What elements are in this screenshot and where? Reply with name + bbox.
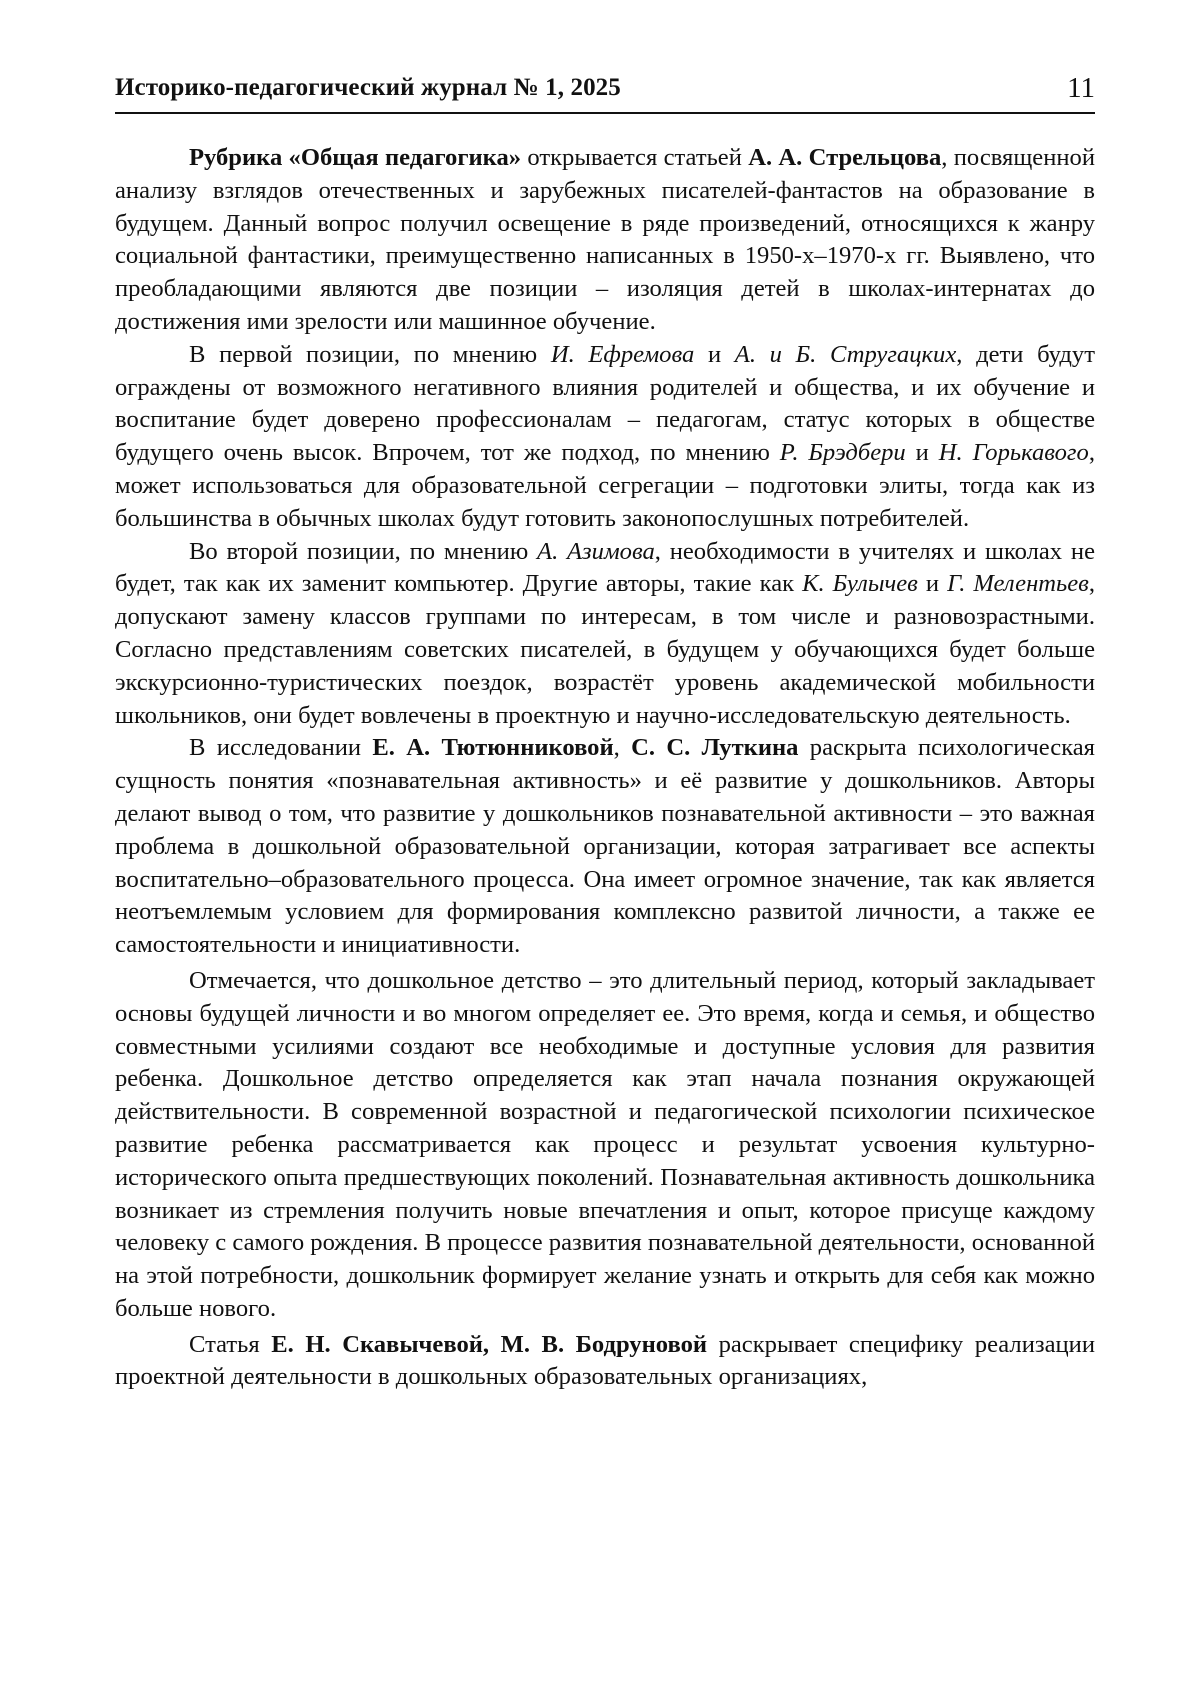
text-run: , необходимости в учителях и школах не будет, так как их заменит компьютер. Другие авторы, такие как	[115, 537, 1096, 598]
text-run: и	[905, 439, 939, 467]
text-run: В исследовании	[189, 734, 373, 762]
author-name: А. А. Стрельцова	[748, 144, 942, 171]
journal-title: Историко-педагогический журнал № 1, 2025	[115, 74, 621, 101]
text-run: ,	[613, 734, 632, 762]
text-run: Во второй позиции, по мнению	[189, 537, 538, 565]
paragraph-1	[115, 142, 1095, 339]
cited-writer: И. Ефремова	[550, 340, 695, 368]
text-run: , может использоваться для образовательной сегрегации – подготовки элиты, тогда как из большинства в обычных школах будут готовить законопослушных потребителей.	[115, 439, 1095, 532]
cited-writer: Н. Горькавого	[938, 439, 1089, 467]
text-run: открывается статьей	[521, 144, 749, 171]
paragraph-2	[115, 339, 1095, 536]
text-run: и	[917, 570, 948, 598]
cited-writer: Р. Брэдбери	[779, 439, 906, 467]
text-run: , посвященной анализу взглядов отечественных и зарубежных писателей-фантастов на образование в будущем. Данный вопрос получил освещение в ряде произведений, относящихся к жанру социальной фантастики, преимущественно написанных в 1950-х–1970-х гг. Выявлено, что преобладающими являются две позиции – изоляция детей в школах-интернатах до достижения ими зрелости или машинное обучение.	[115, 144, 1095, 335]
article-body	[115, 142, 1095, 1394]
text-run: и	[694, 340, 735, 368]
paragraph-4	[115, 732, 1095, 962]
author-name: С. С. Луткина	[631, 734, 799, 762]
running-header	[115, 72, 1095, 114]
text-run: Отмечается, что дошкольное детство – это длительный период, который закладывает основы будущей личности и во многом определяет ее. Это время, когда и семья, и общество совместными усилиями создают все необходимые и доступные условия для развития ребенка. Дошкольное детство определяется как этап начала познания окружающей действительности. В современной возрастной и педагогической психологии психическое развитие ребенка рассматривается как процесс и результат усвоения культурно-исторического опыта предшествующих поколений. Познавательная активность дошкольника возникает из стремления получить новые впечатления и опыт, которое присуще каждому человеку с самого рождения. В процессе развития познавательной деятельности, основанной на этой потребности, дошкольник формирует желание узнать и открыть для себя как можно больше нового.	[115, 966, 1095, 1322]
author-name: Е. А. Тютюнниковой	[372, 734, 614, 762]
cited-writer: Г. Мелентьев	[947, 570, 1089, 598]
page-number: 11	[1067, 72, 1095, 104]
cited-writer: К. Булычев	[802, 570, 918, 598]
paragraph-6	[115, 1329, 1095, 1395]
paragraph-5	[115, 965, 1095, 1326]
cited-writer: А. Азимова	[537, 537, 655, 565]
text-run: , дети будут ограждены от возможного негативного влияния родителей и общества, и их обучение и воспитание будет доверено профессионалам – педагогам, статус которых в обществе будущего очень высок. Впрочем, тот же подход, по мнению	[115, 340, 1095, 467]
text-run: раскрыта психологическая сущность понятия «познавательная активность» и её развитие у дошкольников. Авторы делают вывод о том, что развитие у дошкольников познавательной активности – это важная проблема в дошкольной образовательной организации, которая затрагивает все аспекты воспитательно–образовательного процесса. Она имеет огромное значение, так как является неотъемлемым условием для формирования комплексно развитой личности, а также ее самостоятельности и инициативности.	[115, 734, 1095, 959]
text-run: Статья	[189, 1330, 272, 1358]
cited-writer: А. и Б. Стругацких	[734, 340, 957, 368]
text-run: В первой позиции, по мнению	[189, 340, 551, 368]
author-name: Е. Н. Скавычевой, М. В. Бодруновой	[271, 1330, 708, 1358]
text-run: , допускают замену классов группами по интересам, в том числе и разновозрастными. Согласно представлениям советских писателей, в будущем у обучающихся будет больше экскурсионно-туристических поездок, возрастёт уровень академической мобильности школьников, они будет вовлечены в проектную и научно-исследовательскую деятельность.	[115, 570, 1095, 729]
paragraph-3	[115, 536, 1095, 733]
text-run: раскрывает специфику реализации проектной деятельности в дошкольных образовательных организациях,	[115, 1330, 1095, 1391]
rubric-name: Рубрика «Общая педагогика»	[189, 144, 522, 171]
